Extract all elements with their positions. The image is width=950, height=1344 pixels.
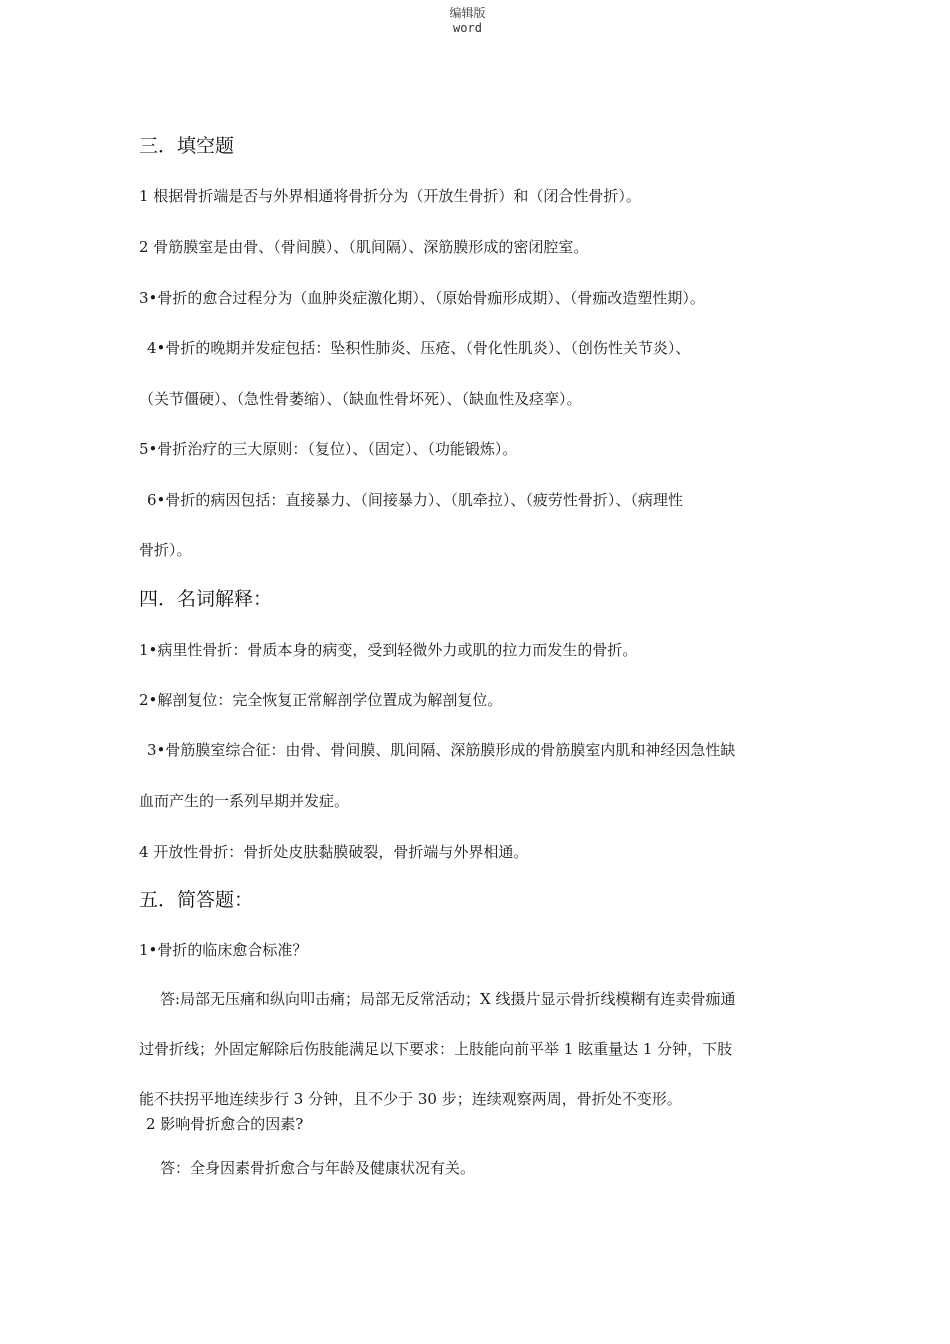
page-header bbox=[0, 6, 935, 36]
section-heading-fill-in: 三．填空题 bbox=[139, 135, 235, 157]
definition-item-2: 2•解剖复位：完全恢复正常解剖学位置成为解剖复位。 bbox=[139, 691, 503, 709]
definition-item-4: 4 开放性骨折：骨折处皮肤黏膜破裂，骨折端与外界相通。 bbox=[139, 843, 529, 861]
section-heading-short-answer: 五．简答题： bbox=[139, 889, 254, 911]
answer-2: 答：全身因素骨折愈合与年龄及健康状况有关。 bbox=[160, 1159, 476, 1177]
answer-1-cont-b: 能不扶拐平地连续步行 3 分钟，且不少于 30 步；连续观察两周，骨折处不变形。 bbox=[139, 1090, 682, 1108]
fill-in-item-5: 5•骨折治疗的三大原则：（复位）、（固定）、（功能锻炼）。 bbox=[139, 440, 518, 458]
fill-in-item-4: 4•骨折的晚期并发症包括：坠积性肺炎、压疮、（骨化性肌炎）、（创伤性关节炎）、 bbox=[147, 339, 691, 357]
header-subtitle: word bbox=[453, 21, 482, 35]
fill-in-item-2: 2 骨筋膜室是由骨、（骨间膜）、（肌间隔）、深筋膜形成的密闭腔室。 bbox=[139, 238, 589, 256]
definition-item-3: 3•骨筋膜室综合征：由骨、骨间膜、肌间隔、深筋膜形成的骨筋膜室内肌和神经因急性缺 bbox=[147, 741, 736, 759]
fill-in-item-3: 3•骨折的愈合过程分为（血肿炎症激化期）、（原始骨痂形成期）、（骨痂改造塑性期）。 bbox=[139, 289, 705, 307]
fill-in-item-4-cont: （关节僵硬）、（急性骨萎缩）、（缺血性骨坏死）、（缺血性及痉挛）。 bbox=[139, 390, 582, 408]
definition-item-1: 1•病里性骨折：骨质本身的病变，受到轻微外力或肌的拉力而发生的骨折。 bbox=[139, 641, 638, 659]
answer-1-cont-a: 过骨折线；外固定解除后伤肢能满足以下要求：上肢能向前平举 1 眩重量达 1 分钟，下肢 bbox=[139, 1040, 733, 1058]
answer-1: 答:局部无压痛和纵向叩击痛；局部无反常活动；X 线摄片显示骨折线模糊有连卖骨痂通 bbox=[160, 990, 736, 1008]
section-heading-definitions: 四．名词解释： bbox=[139, 588, 273, 610]
question-2: 2 影响骨折愈合的因素? bbox=[146, 1115, 304, 1133]
fill-in-item-6-cont: 骨折）。 bbox=[139, 541, 192, 559]
header-title: 编辑版 bbox=[449, 6, 486, 20]
question-1: 1•骨折的临床愈合标准？ bbox=[139, 941, 308, 959]
definition-item-3-cont: 血而产生的一系列早期并发症。 bbox=[139, 792, 350, 810]
fill-in-item-6: 6•骨折的病因包括：直接暴力、（间接暴力）、（肌牵拉）、（疲劳性骨折）、（病理性 bbox=[147, 491, 683, 509]
fill-in-item-1: 1 根据骨折端是否与外界相通将骨折分为（开放生骨折）和（闭合性骨折）。 bbox=[139, 187, 641, 205]
